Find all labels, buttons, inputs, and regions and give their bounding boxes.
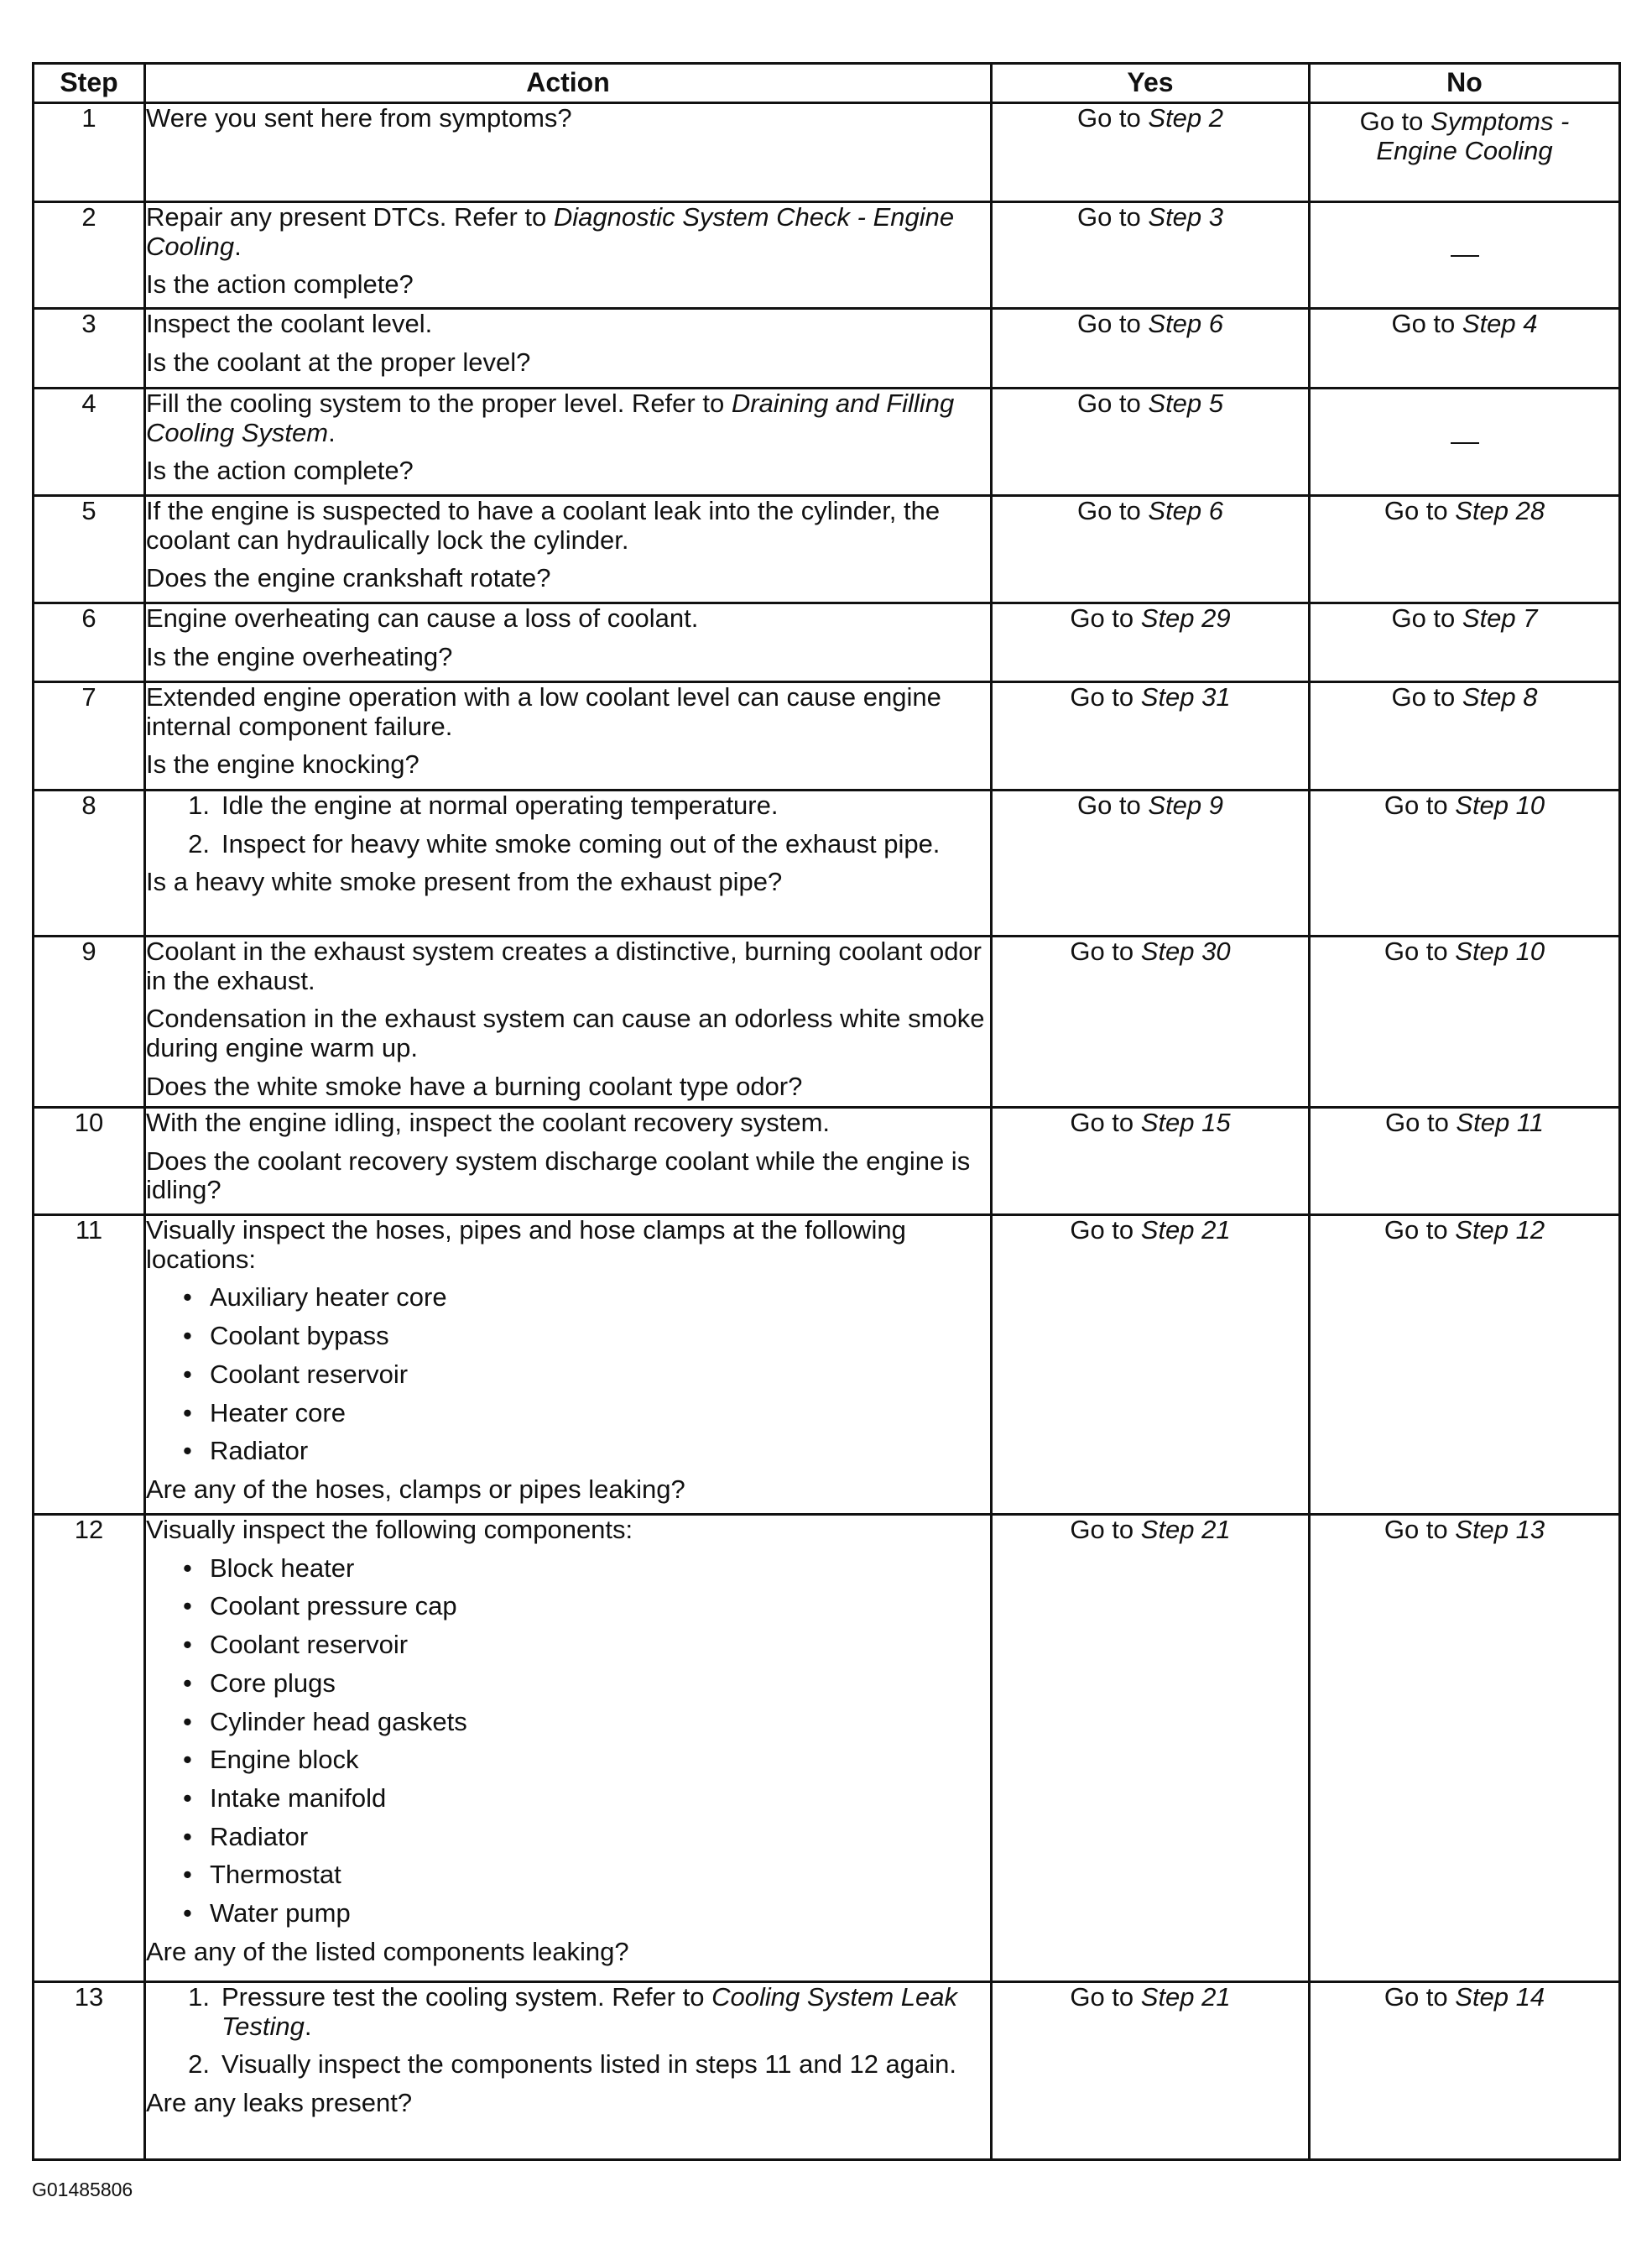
no-cell [1310,1215,1620,1515]
item-text-c: . [304,2011,312,2041]
bullet-text: Water pump [210,1898,351,1928]
goto-label: Go to [1070,603,1141,633]
question-text: Does the engine crankshaft rotate? [146,563,551,593]
goto-label: Go to [1070,1982,1141,2012]
goto-label: Go to [1384,937,1456,966]
no-target: 10 [1515,937,1545,966]
bullet-icon: • [183,1630,192,1660]
goto-label: Go to [1076,309,1149,338]
bullet-item [146,1746,990,1775]
action-text: Inspect the coolant level. [146,309,433,338]
yes-target: 30 [1201,937,1231,966]
yes-cell [992,309,1310,389]
yes-cell [992,202,1310,309]
reference-link: Cooling System Leak Testing [221,1982,958,2041]
bullet-icon: • [183,1821,192,1851]
item-text: Visually inspect the components listed in steps 11 and 12 again. [221,2049,957,2080]
item-number: 2. [188,828,210,859]
goto-label: Go to [1076,389,1149,418]
bullet-icon: • [183,1860,192,1890]
action-text: Condensation in the exhaust system can cause an odorless white smoke during engine warm up. [146,1004,985,1063]
yes-target: 15 [1201,1108,1231,1137]
step-number: 12 [34,1515,145,1982]
action-cell [145,103,992,202]
action-cell [145,603,992,682]
action-text-a: Fill the cooling system to the proper level. Refer to [146,389,732,418]
bullet-item [146,1861,990,1890]
question-text: Is the engine overheating? [146,641,453,671]
action-text: Visually inspect the hoses, pipes and hose clamps at the following locations: [146,1215,906,1274]
goto-label: Go to [1076,202,1149,232]
no-target: 13 [1515,1515,1545,1544]
no-cell [1310,1108,1620,1215]
no-cell [1310,496,1620,603]
step-word: Step [1455,1982,1509,2012]
item-text [221,1983,990,2041]
yes-cell [992,603,1310,682]
header-action: Action [145,64,992,103]
question-text: Does the white smoke have a burning coolant type odor? [146,1071,803,1101]
action-cell [145,389,992,496]
bullet-text: Cylinder head gaskets [210,1706,467,1736]
dash-mark [1451,442,1479,444]
step-word: Step [1148,202,1202,232]
no-target: 4 [1523,309,1538,338]
step-number: 4 [34,389,145,496]
yes-target: 21 [1201,1982,1231,2012]
bullet-icon: • [183,1667,192,1698]
no-target: 10 [1515,791,1545,820]
goto-label: Go to [1384,1108,1457,1137]
step-word: Step [1455,1215,1509,1245]
item-number: 1. [188,791,210,820]
yes-cell [992,103,1310,202]
step-word: Step [1140,937,1195,966]
step-word: Step [1462,682,1516,712]
no-cell [1310,309,1620,389]
item-text-a: Pressure test the cooling system. Refer to [221,1982,712,2012]
step-word: Step [1140,682,1195,712]
goto-label: Go to [1384,1515,1456,1544]
question-text: Is a heavy white smoke present from the exhaust pipe? [146,867,783,897]
question-text: Does the coolant recovery system discharge coolant while the engine is idling? [146,1146,971,1205]
bullet-item [146,1784,990,1814]
bullet-text: Heater core [210,1397,346,1427]
question-text: Are any of the listed components leaking? [146,1936,629,1966]
action-text: If the engine is suspected to have a coolant leak into the cylinder, the coolant can hydraulically lock the cylinder. [146,496,941,555]
table-row [34,791,1620,937]
bullet-icon: • [183,1436,192,1466]
bullet-item [146,1899,990,1928]
table-row [34,309,1620,389]
goto-label: Go to [1070,1215,1141,1245]
yes-cell [992,937,1310,1108]
step-word: Step [1148,103,1202,133]
no-target: 7 [1523,603,1538,633]
goto-label: Go to [1070,1515,1141,1544]
item-text: Idle the engine at normal operating temperature. [221,791,779,820]
step-word: Step [1140,1215,1195,1245]
bullet-icon: • [183,1397,192,1427]
yes-cell [992,1515,1310,1982]
bullet-icon: • [183,1591,192,1621]
step-word: Step [1140,1108,1195,1137]
bullet-text: Coolant reservoir [210,1630,409,1660]
action-cell [145,682,992,791]
step-number: 6 [34,603,145,682]
goto-label: Go to [1384,1215,1456,1245]
table-row [34,603,1620,682]
no-cell [1310,791,1620,937]
bullet-text: Engine block [210,1745,359,1775]
bullet-text: Thermostat [210,1860,341,1890]
no-cell [1310,389,1620,496]
table-row [34,937,1620,1108]
no-cell [1310,682,1620,791]
bullet-icon: • [183,1783,192,1814]
bullet-item [146,1283,990,1313]
numbered-item [146,2050,990,2080]
goto-label: Go to [1391,603,1462,633]
bullet-text: Auxiliary heater core [210,1282,447,1313]
action-text-a: Repair any present DTCs. Refer to [146,202,554,232]
step-number: 11 [34,1215,145,1515]
bullet-text: Radiator [210,1436,309,1466]
no-cell [1310,1515,1620,1982]
yes-target: 6 [1208,496,1224,525]
no-goto: Go to [1359,107,1431,136]
goto-label: Go to [1070,682,1141,712]
no-cell [1310,937,1620,1108]
yes-target: 31 [1201,682,1231,712]
step-word: Step [1148,309,1202,338]
question-text: Are any leaks present? [146,2088,413,2118]
reference-link: Diagnostic System Check - Engine Cooling [146,202,955,261]
table-row [34,389,1620,496]
yes-target: 21 [1201,1515,1231,1544]
yes-cell [992,1215,1310,1515]
action-text: With the engine idling, inspect the coolant recovery system. [146,1108,831,1137]
dash-mark [1451,255,1479,257]
no-cell [1310,603,1620,682]
bullet-text: Radiator [210,1821,309,1851]
question-text: Is the engine knocking? [146,749,420,780]
action-text: Visually inspect the following components: [146,1515,633,1544]
action-cell [145,202,992,309]
step-number: 1 [34,103,145,202]
step-word: Step [1455,496,1509,525]
step-number: 3 [34,309,145,389]
action-text-c: . [328,417,336,447]
goto-label: Go to [1076,791,1149,820]
goto-label: Go to [1076,103,1149,133]
bullet-text: Core plugs [210,1667,336,1698]
bullet-icon: • [183,1321,192,1351]
step-word: Step [1455,1515,1509,1544]
item-text: Inspect for heavy white smoke coming out of the exhaust pipe. [221,828,941,859]
no-target: 8 [1523,682,1538,712]
bullet-text: Block heater [210,1553,355,1583]
table-row [34,1515,1620,1982]
question-text: Are any of the hoses, clamps or pipes leaking? [146,1474,685,1505]
item-number: 1. [188,1982,210,2012]
goto-label: Go to [1070,937,1141,966]
no-cell [1310,202,1620,309]
bullet-text: Intake manifold [210,1783,387,1814]
step-word: Step [1148,389,1202,418]
bullet-item [146,1823,990,1852]
action-text-c: . [234,231,242,261]
step-word: Step [1456,1108,1510,1137]
table-row [34,103,1620,202]
yes-cell [992,791,1310,937]
action-cell [145,309,992,389]
bullet-icon: • [183,1282,192,1313]
numbered-item [146,791,990,821]
diagnostic-table [32,62,1621,2161]
header-yes: Yes [992,64,1310,103]
yes-cell [992,496,1310,603]
goto-label: Go to [1384,1982,1456,2012]
yes-target: 5 [1208,389,1224,418]
question-text: Were you sent here from symptoms? [146,103,572,133]
header-step: Step [34,64,145,103]
bullet-icon: • [183,1898,192,1928]
reference-link: Draining and Filling Cooling System [146,389,955,447]
bullet-item [146,1437,990,1466]
bullet-icon: • [183,1745,192,1775]
goto-label: Go to [1070,1108,1141,1137]
table-row [34,202,1620,309]
table-row [34,1982,1620,2160]
table-row [34,682,1620,791]
yes-target: 3 [1208,202,1224,232]
yes-target: 21 [1201,1215,1231,1245]
no-cell [1310,1982,1620,2160]
goto-label: Go to [1391,309,1462,338]
goto-label: Go to [1384,496,1456,525]
no-target: 11 [1516,1108,1545,1137]
bullet-item [146,1399,990,1428]
step-word: Step [1462,309,1516,338]
numbered-item [146,830,990,859]
goto-label: Go to [1391,682,1462,712]
action-cell [145,1982,992,2160]
step-number: 13 [34,1982,145,2160]
numbered-item [146,1983,990,2041]
step-number: 9 [34,937,145,1108]
step-word: Step [1140,603,1195,633]
action-cell [145,791,992,937]
action-text [146,389,990,447]
yes-target: 9 [1208,791,1224,820]
question-text: Is the action complete? [146,269,414,300]
no-target: 12 [1515,1215,1545,1245]
step-word: Step [1455,937,1509,966]
bullet-icon: • [183,1706,192,1736]
action-cell [145,1108,992,1215]
item-number: 2. [188,2049,210,2080]
step-number: 7 [34,682,145,791]
figure-id: G01485806 [32,2179,133,2200]
bullet-item [146,1554,990,1584]
no-ref-a: Symptoms - [1431,107,1570,136]
goto-label: Go to [1384,791,1456,820]
table-row [34,496,1620,603]
step-number: 10 [34,1108,145,1215]
step-number: 2 [34,202,145,309]
yes-cell [992,389,1310,496]
bullet-text: Coolant bypass [210,1321,389,1351]
step-word: Step [1148,791,1202,820]
action-text: Engine overheating can cause a loss of coolant. [146,603,699,633]
header-no: No [1310,64,1620,103]
action-text: Coolant in the exhaust system creates a distinctive, burning coolant odor in the exhaust. [146,937,982,995]
step-number: 5 [34,496,145,603]
no-target: 14 [1515,1982,1545,2012]
action-cell [145,937,992,1108]
table-row [34,1215,1620,1515]
bullet-text: Coolant pressure cap [210,1591,457,1621]
table-row [34,1108,1620,1215]
action-text: Extended engine operation with a low coolant level can cause engine internal component failure. [146,682,941,741]
yes-cell [992,1982,1310,2160]
step-word: Step [1140,1982,1195,2012]
bullet-icon: • [183,1359,192,1389]
action-text [146,203,990,261]
action-cell [145,1215,992,1515]
step-word: Step [1455,791,1509,820]
action-cell [145,496,992,603]
yes-target: 6 [1208,309,1224,338]
action-cell [145,1515,992,1982]
bullet-item [146,1708,990,1737]
bullet-icon: • [183,1553,192,1583]
bullet-item [146,1592,990,1621]
bullet-text: Coolant reservoir [210,1359,409,1389]
yes-cell [992,682,1310,791]
bullet-item [146,1631,990,1660]
step-word: Step [1140,1515,1195,1544]
step-word: Step [1462,603,1516,633]
no-ref-b: Engine Cooling [1376,135,1553,165]
header-row [34,64,1620,103]
bullet-item [146,1360,990,1390]
yes-target: 2 [1208,103,1224,133]
question-text: Is the coolant at the proper level? [146,347,531,377]
yes-target: 29 [1201,603,1231,633]
no-cell [1310,103,1620,202]
bullet-item [146,1669,990,1699]
step-word: Step [1148,496,1202,525]
step-number: 8 [34,791,145,937]
yes-cell [992,1108,1310,1215]
no-target: 28 [1515,496,1545,525]
question-text: Is the action complete? [146,456,414,486]
bullet-item [146,1322,990,1351]
goto-label: Go to [1076,496,1149,525]
